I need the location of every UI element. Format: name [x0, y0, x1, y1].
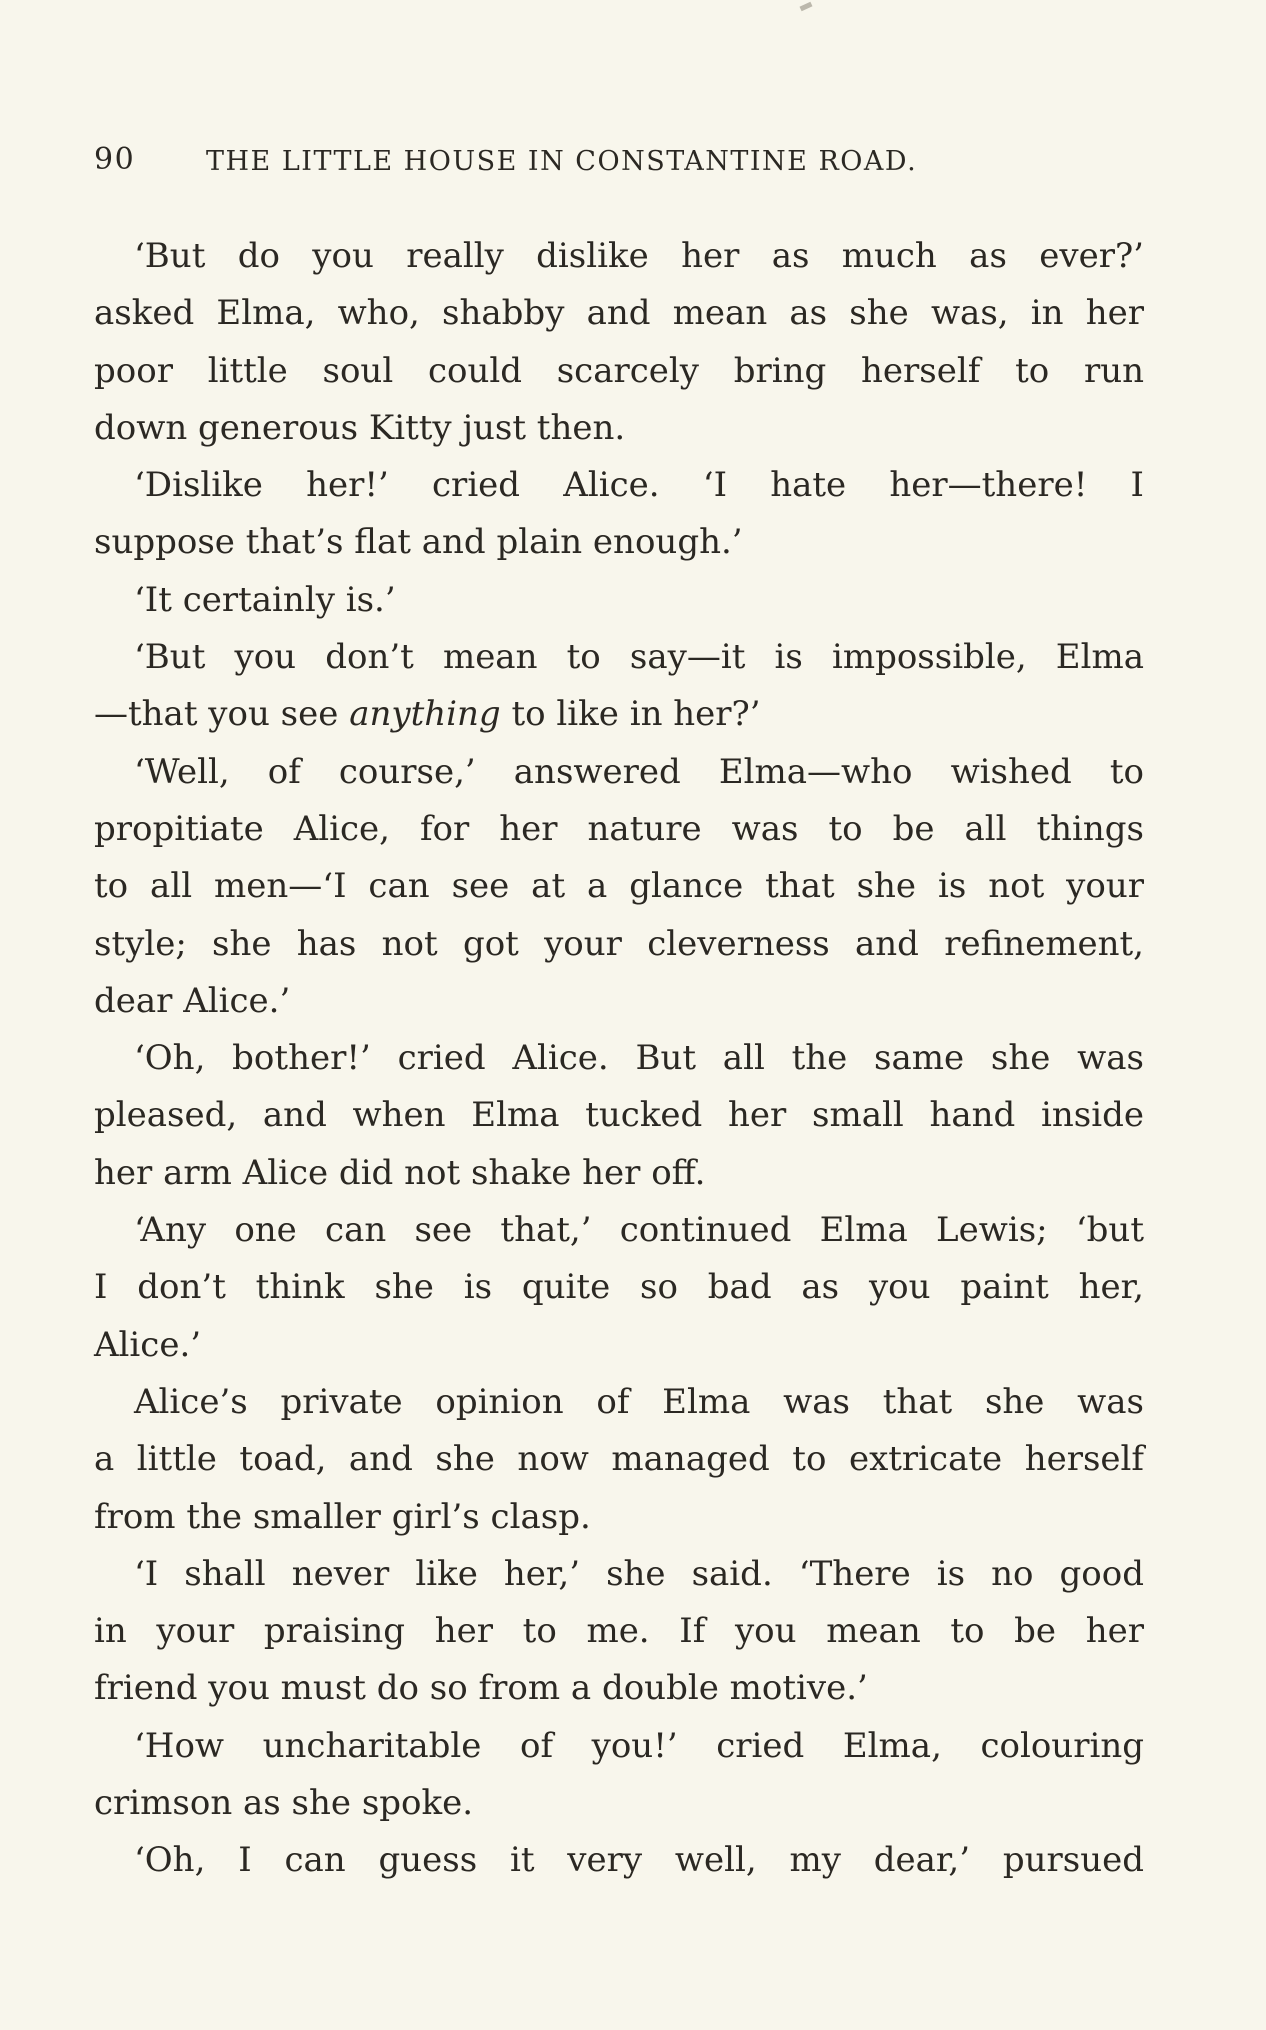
text-line: her arm Alice did not shake her off. [94, 1152, 706, 1193]
text-line: ‘Oh, bother!’ cried Alice. But all the same she was [134, 1038, 1144, 1079]
page-number: 90 [94, 142, 136, 177]
body-text [94, 228, 1144, 1890]
text-line: dear Alice.’ [94, 980, 291, 1021]
text-line: Alice.’ [94, 1324, 202, 1365]
text-line: to all men—‘I can see at a glance that she is not your [94, 866, 1144, 907]
text-line: I don’t think she is quite so bad as you paint her, [94, 1267, 1144, 1308]
text-line: crimson as she spoke. [94, 1783, 474, 1824]
text-line: pleased, and when Elma tucked her small hand inside [94, 1095, 1144, 1136]
text-line: from the smaller girl’s clasp. [94, 1496, 591, 1537]
running-title: THE LITTLE HOUSE IN CONSTANTINE ROAD. [206, 146, 918, 177]
text-line: in your praising her to me. If you mean to be her [94, 1611, 1144, 1652]
text-line: Alice’s private opinion of Elma was that she was [134, 1381, 1144, 1422]
text-line: suppose that’s flat and plain enough.’ [94, 522, 743, 563]
text-segment: —that you see [94, 694, 339, 735]
text-line: ‘How uncharitable of you!’ cried Elma, colouring [134, 1725, 1144, 1766]
text-line: poor little soul could scarcely bring herself to run [94, 350, 1144, 391]
text-line: style; she has not got your cleverness and refinement, [94, 923, 1144, 964]
text-line: ‘Well, of course,’ answered Elma—who wished to [134, 751, 1144, 792]
text-line: ‘Oh, I can guess it very well, my dear,’ pursued [134, 1840, 1144, 1881]
text-line [94, 686, 1144, 743]
text-line: ‘But do you really dislike her as much as ever?’ [134, 236, 1144, 276]
text-line: friend you must do so from a double motive.’ [94, 1668, 868, 1709]
ink-mark [800, 2, 813, 12]
text-line: propitiate Alice, for her nature was to be all things [94, 808, 1144, 849]
text-line: ‘I shall never like her,’ she said. ‘There is no good [134, 1553, 1144, 1594]
text-line: down generous Kitty just then. [94, 407, 626, 448]
text-line: ‘Dislike her!’ cried Alice. ‘I hate her—there! I [134, 465, 1144, 506]
text-line: ‘Any one can see that,’ continued Elma Lewis; ‘but [134, 1210, 1144, 1251]
italic-text: anything [349, 694, 501, 735]
text-segment: to like in her?’ [511, 694, 761, 735]
text-line: ‘It certainly is.’ [134, 579, 396, 620]
text-line: asked Elma, who, shabby and mean as she was, in her [94, 293, 1144, 334]
text-line: ‘But you don’t mean to say—it is impossible, Elma [134, 637, 1144, 678]
text-line: a little toad, and she now managed to extricate herself [94, 1439, 1144, 1480]
running-header [94, 142, 1144, 186]
